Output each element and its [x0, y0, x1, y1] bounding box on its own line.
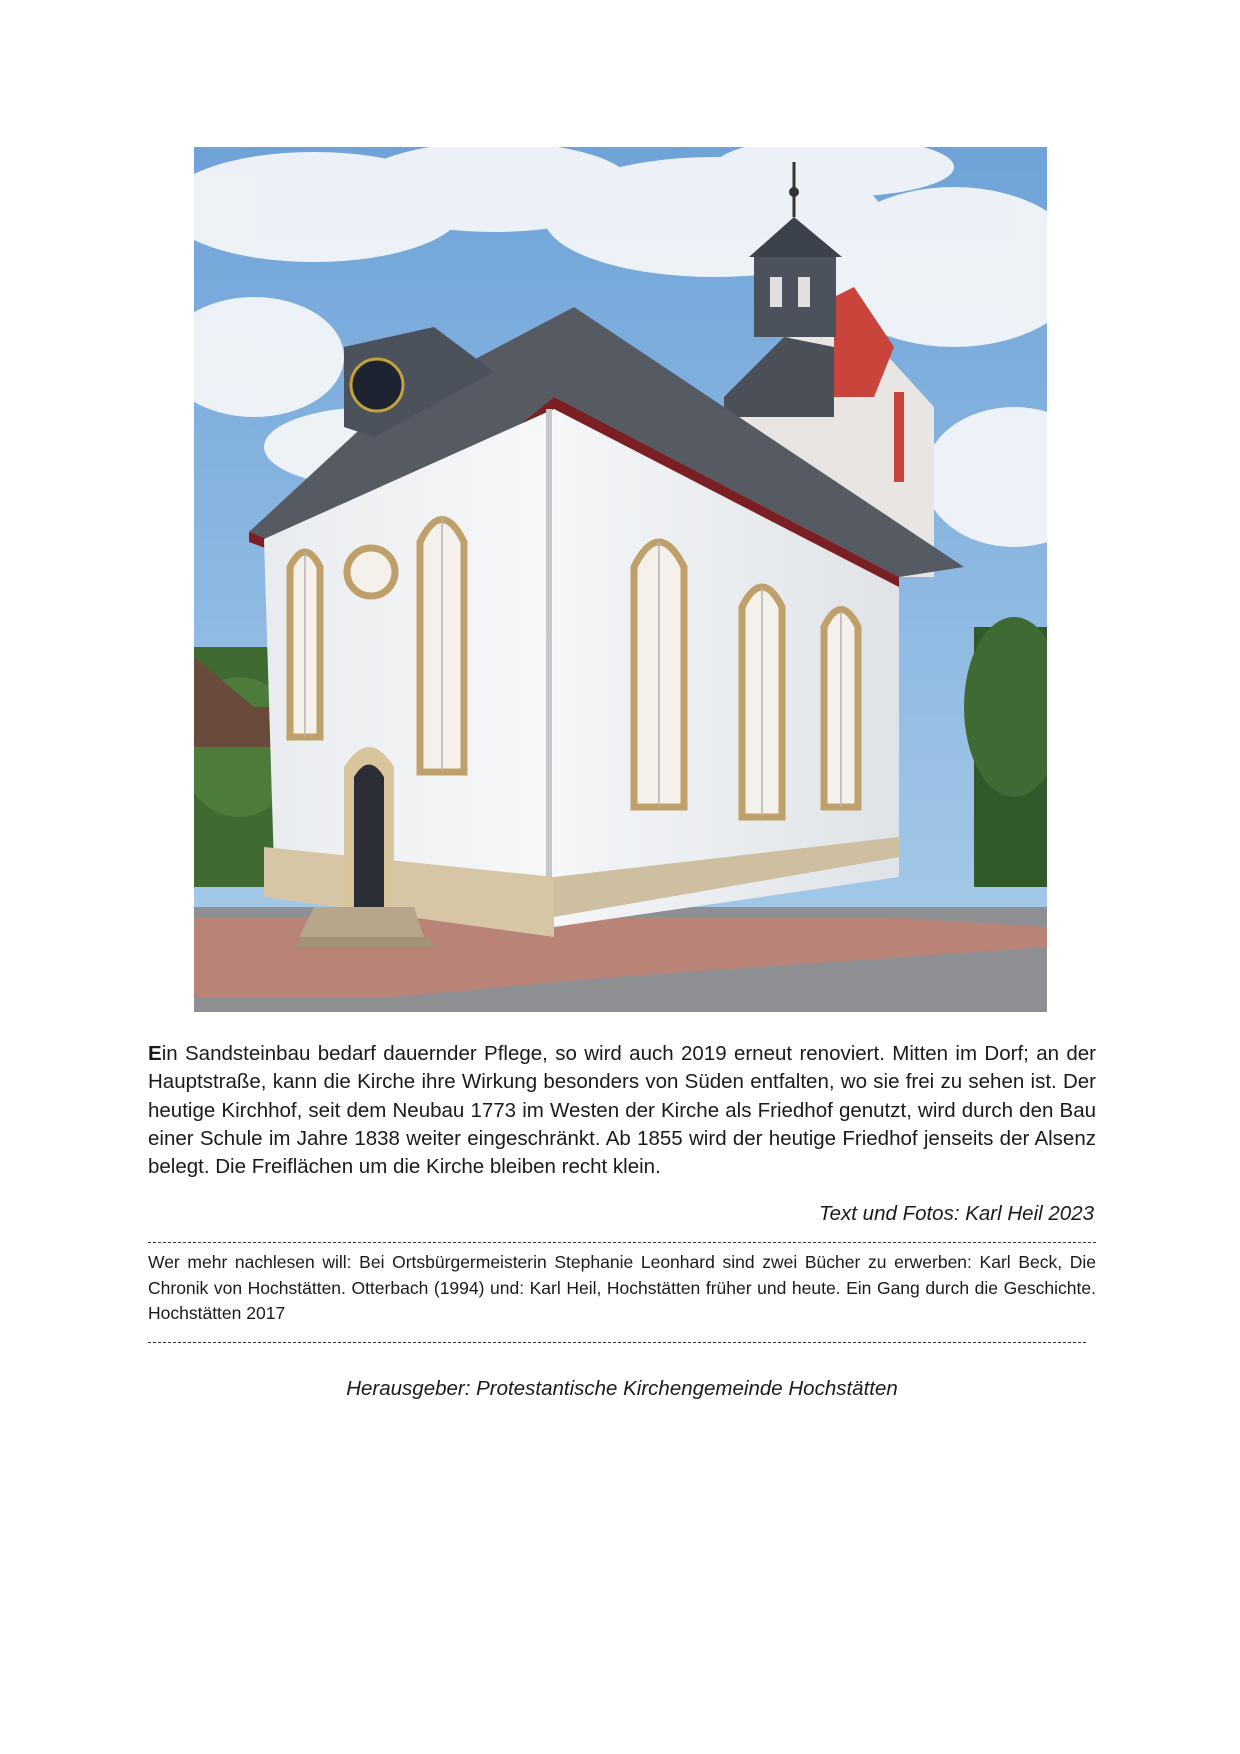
publisher-line: Herausgeber: Protestantische Kirchengemeinde Hochstätten [346, 1377, 898, 1400]
dropcap-letter: E [148, 1042, 162, 1065]
photo-credit: Text und Fotos: Karl Heil 2023 [818, 1202, 1094, 1225]
dashed-divider-top [148, 1242, 1096, 1243]
church-photo [194, 147, 1047, 1012]
reading-note: Wer mehr nachlesen will: Bei Ortsbürgermeisterin Stephanie Leonhard sind zwei Bücher zu erwerben: Karl Beck, Die Chronik von Hochstätten. Otterbach (1994) und: Karl Heil, Hochstätten früher und heute. Ein Gang durch die Geschichte. Hochstätten 2017 [148, 1252, 1096, 1323]
body-text: in Sandsteinbau bedarf dauernder Pflege, so wird auch 2019 erneut renoviert. Mitten im Dorf; an der Hauptstraße, kann die Kirche ihre Wirkung besonders von Süden entfalten, wo sie frei zu sehen ist. Der heutige Kirchhof, seit dem Neubau 1773 im Westen der Kirche als Friedhof genutzt, wird durch den Bau einer Schule im Jahre 1838 weiter eingeschränkt. Ab 1855 wird der heutige Friedhof jenseits der Alsenz belegt. Die Freiflächen um die Kirche bleiben recht klein. [148, 1042, 1096, 1179]
body-paragraph [148, 1040, 1096, 1181]
dashed-divider-bottom [148, 1342, 1086, 1343]
